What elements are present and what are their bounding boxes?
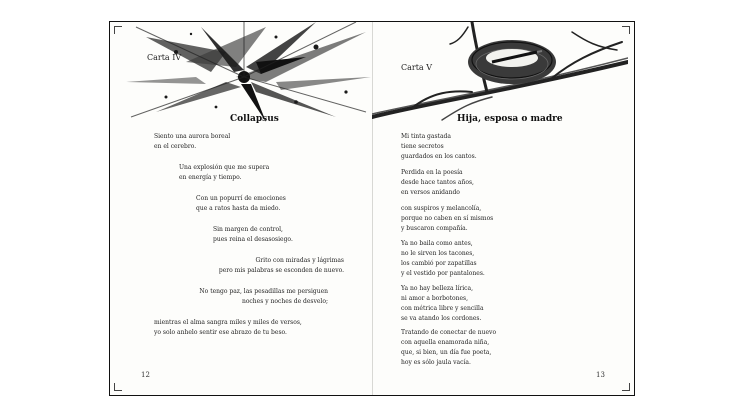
poem-line: Grito con miradas y lágrimas	[255, 257, 344, 264]
poem-line: se va atando los cordones.	[401, 315, 482, 322]
page-number: 12	[141, 371, 150, 379]
poem-line: Siento una aurora boreal	[154, 133, 231, 140]
poem-line: No tengo paz, las pesadillas me persiguen	[199, 288, 328, 295]
poem-line: y el vestido por pantalones.	[401, 270, 485, 277]
poem-line: que a ratos hasta da miedo.	[196, 205, 281, 212]
stanza	[196, 194, 286, 214]
poem-line: con aquella enamorada niña,	[401, 339, 490, 346]
stanza	[401, 168, 474, 198]
poem-line: Tratando de conectar de nuevo	[401, 329, 497, 336]
poem-line: ni amor a borbotones,	[401, 295, 469, 302]
poem-line: Mi tinta gastada	[401, 133, 451, 140]
poem-line: guardados en los cantos.	[401, 153, 477, 160]
crop-mark	[114, 383, 122, 391]
poem-line: pues reina el desasosiego.	[213, 236, 293, 243]
stanza	[401, 239, 485, 279]
poem-title: Collapsus	[230, 114, 279, 124]
poem-line: Ya no hay belleza lírica,	[401, 285, 473, 292]
poem-line: en versos anidando	[401, 189, 460, 196]
stanza	[401, 328, 496, 368]
poem-line: pero mis palabras se esconden de nuevo.	[218, 267, 344, 274]
poem-line: Ya no baila como antes,	[401, 240, 473, 247]
poem-line: tiene secretos	[401, 143, 444, 150]
poem-line: noches y noches de desvelo;	[241, 298, 328, 305]
poem-title: Hija, esposa o madre	[457, 114, 563, 124]
poem-line: mientras el alma sangra miles y miles de versos,	[154, 319, 302, 326]
chapter-label: Carta IV	[147, 53, 182, 62]
stanza	[190, 287, 328, 307]
poem-line: que, si bien, un día fue poeta,	[401, 349, 492, 356]
poem-line: Sin margen de control,	[213, 226, 283, 233]
poem-line: desde hace tantos años,	[401, 179, 474, 186]
ink-explosion-illustration	[116, 22, 372, 122]
stanza	[401, 284, 484, 324]
stanza	[154, 132, 230, 152]
book-spread	[109, 21, 635, 396]
poem-line: Una explosión que me supera	[179, 164, 270, 171]
poem-line: yo solo anhelo sentir ese abrazo de tu beso.	[154, 329, 287, 336]
chapter-label: Carta V	[401, 63, 433, 72]
poem-line: en el cerebro.	[154, 143, 197, 150]
poem-line: porque no caben en sí mismos	[401, 215, 494, 222]
stanza	[401, 132, 477, 162]
poem-line: con métrica libre y sencilla	[401, 305, 484, 312]
poem-line: Con un popurrí de emociones	[196, 195, 286, 202]
poem-line: con suspiros y melancolía,	[401, 205, 482, 212]
stanza	[179, 163, 269, 183]
poem-line: los cambió por zapatillas	[401, 260, 477, 267]
crop-mark	[622, 383, 630, 391]
stanza	[401, 204, 493, 234]
poem-line: y buscaron compañía.	[401, 225, 468, 232]
stanza	[200, 256, 344, 276]
stanza	[213, 225, 293, 245]
poem-line: Perdida en la poesía	[401, 169, 463, 176]
poem-line: en energía y tiempo.	[179, 174, 242, 181]
bird-nest-illustration	[372, 22, 628, 122]
stanza	[154, 318, 302, 338]
poem-line: hoy es sólo jaula vacía.	[401, 359, 471, 366]
poem-line: no le sirven los tacones,	[401, 250, 475, 257]
page-number: 13	[596, 371, 605, 379]
